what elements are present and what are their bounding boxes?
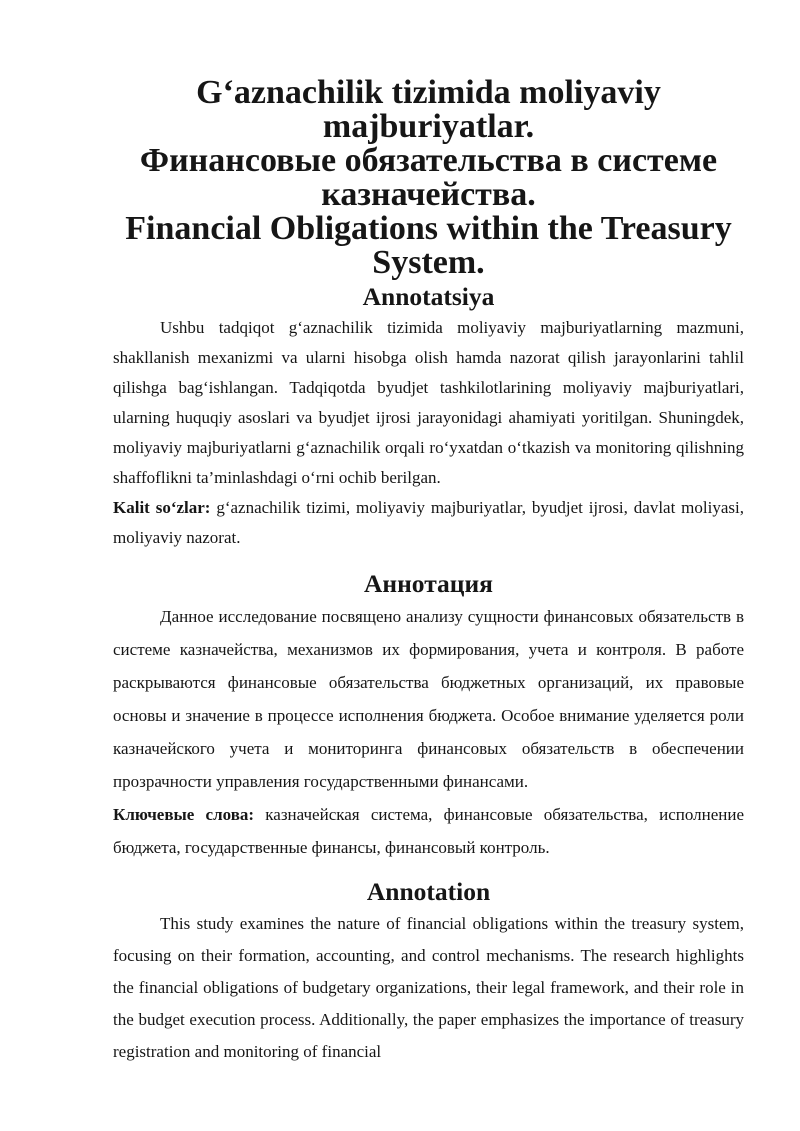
abstract-paragraph-russian: Данное исследование посвящено анализу сущности финансовых обязательств в системе казначейства, механизмов их формирования, учета и контроля. В работе раскрываются финансовые обязательства бюджетных организаций, их правовые основы и значение в процессе исполнения бюджета. Особое внимание уделяется роли казначейского учета и мониторинга финансовых обязательств в обеспечении прозрачности управления государственными финансами. [113, 607, 744, 791]
keywords-text-russian: казначейская система, финансовые обязательства, исполнение бюджета, государственные финансы, финансовый контроль. [113, 805, 745, 857]
section-heading-annotatsiya: Annotatsiya [362, 282, 495, 311]
section-heading-annotation: Annotation [366, 877, 491, 906]
keywords-paragraph-russian [113, 798, 744, 864]
document-title-english: Financial Obligations within the Treasury System. [125, 210, 732, 281]
document-title-uzbek: G‘aznachilik tizimida moliyaviy majburiyatlar. [196, 74, 661, 145]
keywords-label-uzbek: Kalit so‘zlar: [113, 498, 211, 517]
section-heading-annotaciya: Аннотация [364, 569, 493, 598]
document-content [113, 76, 744, 1068]
keywords-text-uzbek: g‘aznachilik tizimi, moliyaviy majburiyatlar, byudjet ijrosi, davlat moliyasi, moliyaviy nazorat. [113, 498, 744, 547]
abstract-paragraph-english: This study examines the nature of financial obligations within the treasury system, focusing on their formation, accounting, and control mechanisms. The research highlights the financial obligations of budgetary organizations, their legal framework, and their role in the budget execution process. Additionally, the paper emphasizes the importance of treasury registration and monitoring of financial [113, 914, 744, 1061]
document-title-russian: Финансовые обязательства в системе казначейства. [139, 142, 718, 213]
keywords-paragraph-uzbek [113, 493, 744, 553]
keywords-label-russian: Ключевые слова: [113, 805, 255, 824]
abstract-paragraph-uzbek: Ushbu tadqiqot g‘aznachilik tizimida moliyaviy majburiyatlarning mazmuni, shakllanish mexanizmi va ularni hisobga olish hamda nazorat qilish jarayonlarini tahlil qilishga bag‘ishlangan. Tadqiqotda byudjet tashkilotlarining moliyaviy majburiyatlari, ularning huquqiy asoslari va byudjet ijrosi jarayonidagi ahamiyati yoritilgan. Shuningdek, moliyaviy majburiyatlarni g‘aznachilik orqali ro‘yxatdan o‘tkazish va monitoring qilishning shaffoflikni ta’minlashdagi o‘rni ochib berilgan. [113, 318, 744, 487]
